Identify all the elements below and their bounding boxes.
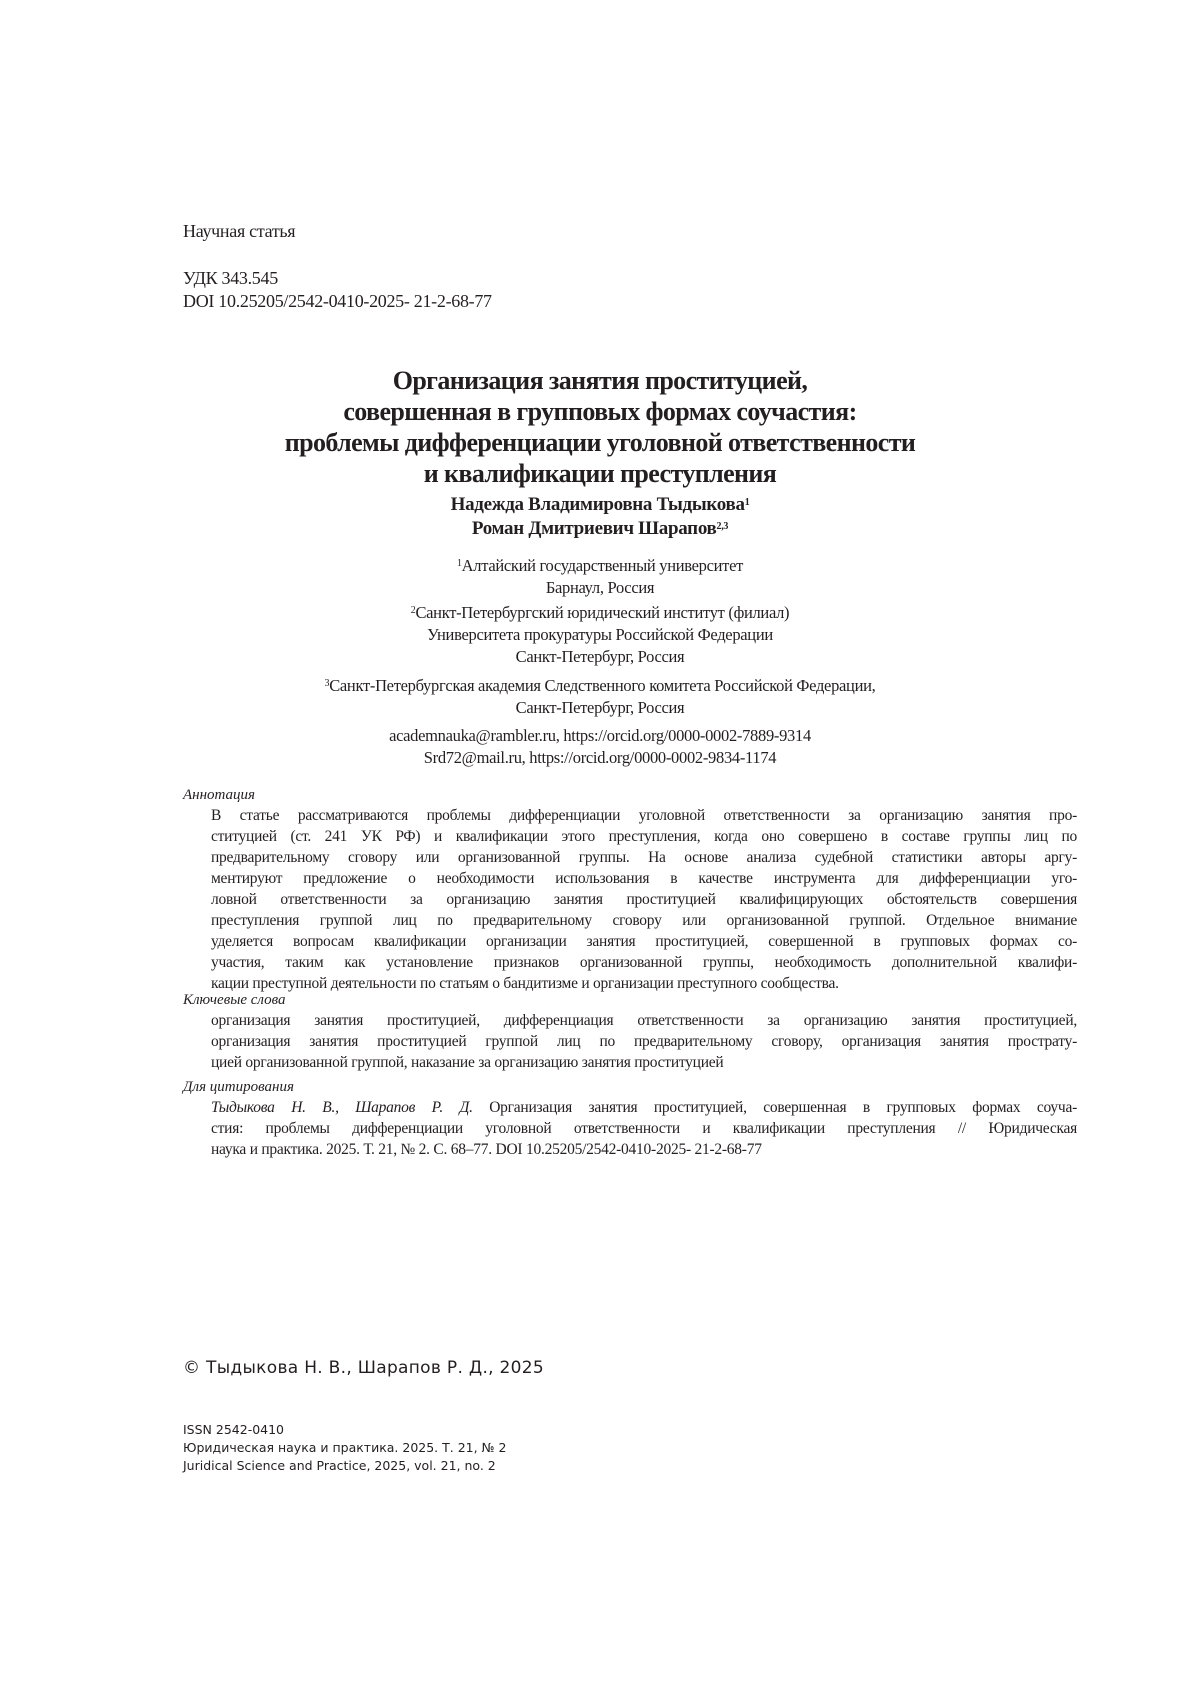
author xyxy=(0,517,1200,541)
abstract-line: ментируют предложение о необходимости использования в качестве инструмента для дифференциации уго- xyxy=(211,870,1077,887)
abstract-line: уделяется вопросам квалификации организации занятия проституцией, совершенной в групповых формах со- xyxy=(211,933,1077,950)
contacts xyxy=(0,725,1200,769)
keywords-line: цией организованной группой, наказание за организацию занятия проституцией xyxy=(211,1054,724,1071)
title-line: совершенная в групповых формах соучастия: xyxy=(343,397,857,426)
aff-sup: 3 xyxy=(324,678,330,689)
article-type: Научная статья xyxy=(183,221,296,241)
author-name: Роман Дмитриевич Шарапов xyxy=(471,518,717,539)
journal-footer xyxy=(183,1421,506,1475)
abstract-line: ституцией (ст. 241 УК РФ) и квалификации этого преступления, когда оно совершено в составе группы лиц по xyxy=(211,828,1077,845)
keywords-line: организация занятия проституцией, дифференциация ответственности за организацию занятия проституцией, xyxy=(211,1012,1077,1029)
abstract-line: участия, таким как установление признаков организованной группы, необходимость дополнительной квалифи- xyxy=(211,954,1077,971)
abstract-label: Аннотация xyxy=(183,787,256,803)
author-sup: 1 xyxy=(744,497,750,508)
affiliation-3 xyxy=(0,675,1200,719)
copyright: © Тыдыкова Н. В., Шарапов Р. Д., 2025 xyxy=(183,1358,545,1378)
abstract-line: В статье рассматриваются проблемы дифференциации уголовной ответственности за организацию занятия про- xyxy=(211,807,1077,824)
journal-ru: Юридическая наука и практика. 2025. Т. 21, № 2 xyxy=(183,1440,507,1455)
citation-text xyxy=(211,1097,1077,1160)
title-line: проблемы дифференциации уголовной ответственности xyxy=(284,428,916,457)
author-name: Надежда Владимировна Тыдыкова xyxy=(450,494,745,515)
contact-line[interactable]: academnauka@rambler.ru, https://orcid.org/0000-0002-7889-9314 xyxy=(389,726,811,745)
aff-sup: 1 xyxy=(456,558,462,569)
udc-code: УДК 343.545 xyxy=(183,268,278,288)
aff-line: Санкт-Петербургский юридический институт (филиал) xyxy=(415,603,790,622)
article-title xyxy=(0,365,1200,489)
citation-line: стия: проблемы дифференциации уголовной ответственности и квалификации преступления // Юридическая xyxy=(211,1120,1077,1137)
abstract-text xyxy=(211,805,1077,994)
author xyxy=(0,493,1200,517)
aff-line: Алтайский государственный университет xyxy=(461,556,744,575)
citation-authors: Тыдыкова Н. В., Шарапов Р. Д. xyxy=(211,1099,473,1116)
keywords-line: организация занятия проституцией группой лиц по предварительному сговору, организация занятия прострату- xyxy=(211,1033,1077,1050)
citation-line: Организация занятия проституцией, совершенная в групповых формах соуча- xyxy=(472,1099,1078,1116)
abstract-line: преступления группой лиц по предварительному сговору или организованной группой. Отдельное внимание xyxy=(211,912,1077,929)
citation-line: наука и практика. 2025. Т. 21, № 2. С. 68–77. DOI 10.25205/2542-0410-2025- 21-2-68-77 xyxy=(211,1141,762,1158)
citation-label: Для цитирования xyxy=(183,1079,294,1095)
authors xyxy=(0,493,1200,541)
keywords-text xyxy=(211,1010,1077,1073)
contact-line[interactable]: Srd72@mail.ru, https://orcid.org/0000-0002-9834-1174 xyxy=(423,748,777,767)
aff-line: Санкт-Петербург, Россия xyxy=(515,647,685,666)
title-line: и квалификации преступления xyxy=(423,459,777,488)
affiliation-2 xyxy=(0,602,1200,668)
aff-line: Барнаул, Россия xyxy=(545,578,655,597)
aff-line: Санкт-Петербург, Россия xyxy=(515,698,685,717)
issn: ISSN 2542-0410 xyxy=(183,1422,285,1437)
journal-en: Juridical Science and Practice, 2025, vol. 21, no. 2 xyxy=(183,1458,496,1473)
title-line: Организация занятия проституцией, xyxy=(392,366,808,395)
abstract-line: ловной ответственности за организацию занятия проституцией квалифицирующих обстоятельств совершения xyxy=(211,891,1077,908)
abstract-line: предварительному сговору или организованной группы. На основе анализа судебной статистики авторы аргу- xyxy=(211,849,1077,866)
aff-line: Университета прокуратуры Российской Федерации xyxy=(427,625,773,644)
affiliation-1 xyxy=(0,555,1200,599)
doi: DOI 10.25205/2542-0410-2025- 21-2-68-77 xyxy=(183,291,492,311)
aff-sup: 2 xyxy=(410,605,416,616)
aff-line: Санкт-Петербургская академия Следственного комитета Российской Федерации, xyxy=(329,676,876,695)
author-sup: 2,3 xyxy=(716,521,729,532)
abstract-line: кации преступной деятельности по статьям о бандитизме и организации преступного сообщества. xyxy=(211,975,839,992)
keywords-label: Ключевые слова xyxy=(183,992,286,1008)
